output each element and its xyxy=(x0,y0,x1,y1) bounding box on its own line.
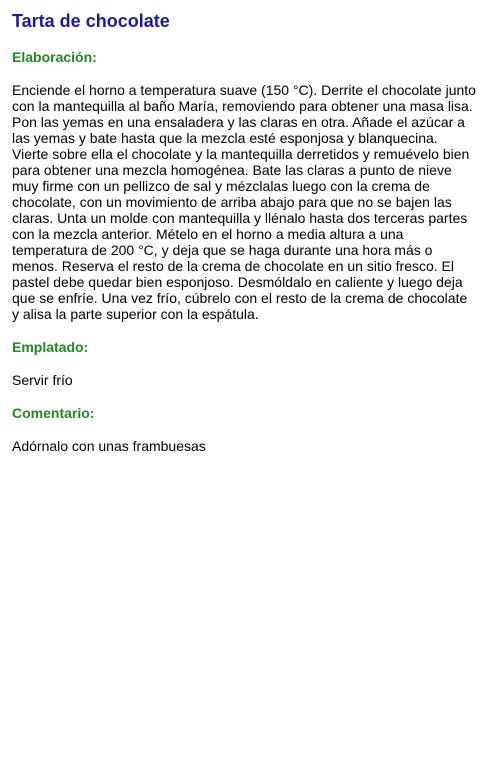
section-text-elaboracion: Enciende el horno a temperatura suave (150 °C). Derrite el chocolate junto con la mantequilla al baño María, removiendo para obtener una masa lisa. Pon las yemas en una ensaladera y las claras en otra. Añade el azúcar a las yemas y bate hasta que la mezcla esté esponjosa y blanquecina. Vierte sobre ella el chocolate y la mantequilla derretidos y remuévelo bien para obtener una mezcla homogénea. Bate las claras a punto de nieve muy firme con un pellizco de sal y mézclalas luego con la crema de chocolate, con un movimiento de arriba abajo para que no se bajen las claras. Unta un molde con mantequilla y llénalo hasta dos terceras partes con la mezcla anterior. Mételo en el horno a media altura a una temperatura de 200 °C, y deja que se haga durante una hora más o menos. Reserva el resto de la crema de chocolate en un sitio fresco. El pastel debe quedar bien esponjoso. Desmóldalo en caliente y luego deja que se enfríe. Una vez frío, cúbrelo con el resto de la crema de chocolate y alisa la parte superior con la espátula. xyxy=(12,82,476,322)
section-text-comentario: Adórnalo con unas frambuesas xyxy=(12,438,206,454)
section-heading-emplatado: Emplatado: xyxy=(12,339,89,355)
section-emplatado xyxy=(12,338,476,388)
recipe-title: Tarta de chocolate xyxy=(12,11,170,31)
section-text-emplatado: Servir frío xyxy=(12,372,73,388)
section-elaboracion xyxy=(12,48,476,322)
section-comentario xyxy=(12,404,476,454)
section-heading-comentario: Comentario: xyxy=(12,405,95,421)
section-heading-elaboracion: Elaboración: xyxy=(12,49,97,65)
